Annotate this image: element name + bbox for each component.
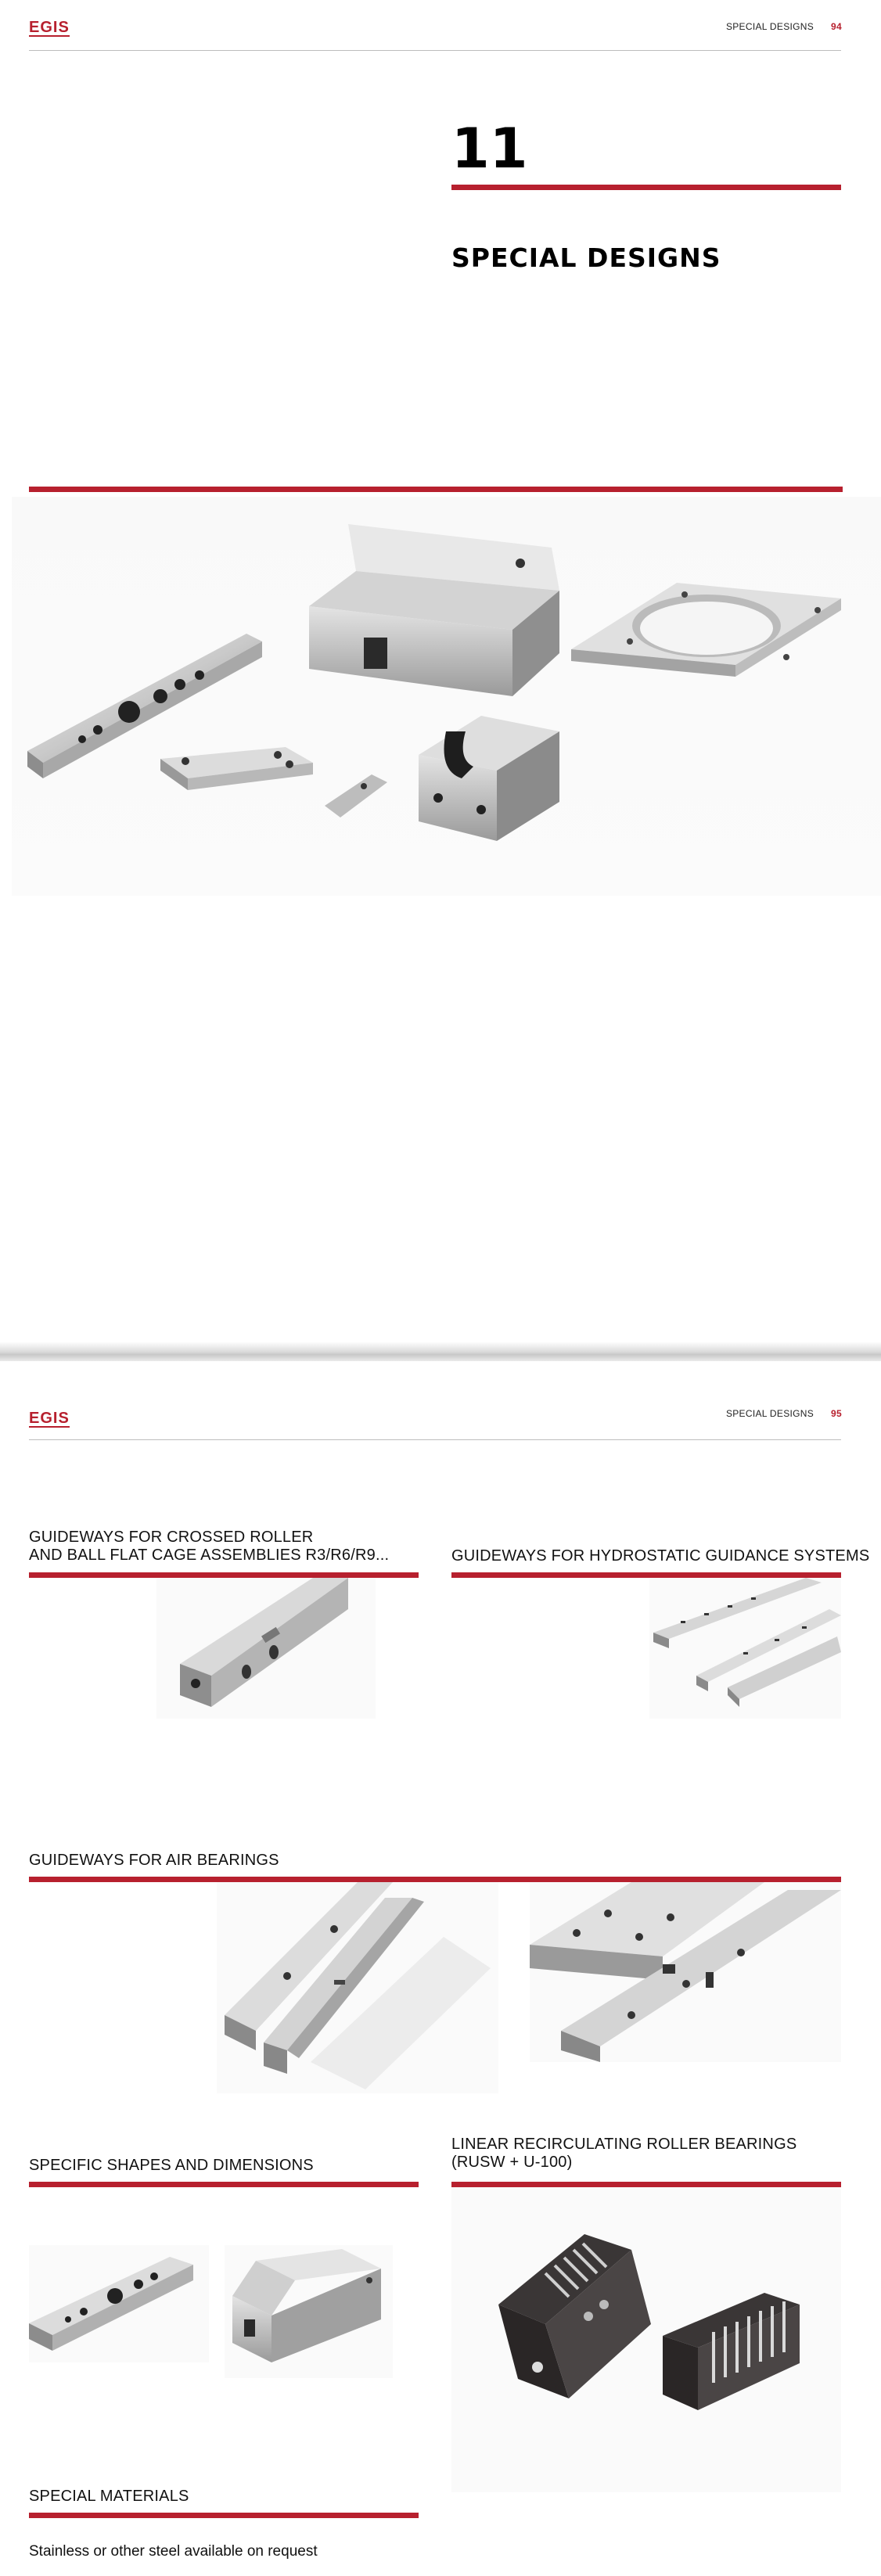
page-95 [0,1361,881,2576]
running-head-label: SPECIAL DESIGNS [725,21,814,32]
hero-rule [29,487,843,492]
section-title-special-materials: SPECIAL MATERIALS [29,2488,189,2505]
section-rule [451,2182,841,2187]
header-rule [29,1439,841,1440]
title-line-1: LINEAR RECIRCULATING ROLLER BEARINGS [451,2136,797,2153]
running-head [726,1408,842,1419]
special-designs-hero-image [12,497,881,896]
chapter-rule [451,185,841,190]
chapter-number: 11 [451,117,528,181]
section-rule [29,2513,419,2518]
section-title-hydrostatic: GUIDEWAYS FOR HYDROSTATIC GUIDANCE SYSTEMS [451,1547,870,1565]
section-rule [29,1877,841,1882]
special-materials-description: Stainless or other steel available on request [29,2543,318,2560]
page-number: 94 [831,21,842,32]
running-head-label: SPECIAL DESIGNS [725,1408,814,1419]
title-line-2: (RUSW + U-100) [451,2154,573,2171]
egis-logo: EGIS [29,19,70,36]
section-title-air-bearings: GUIDEWAYS FOR AIR BEARINGS [29,1852,279,1869]
chapter-title: SPECIAL DESIGNS [451,243,721,273]
egis-logo: EGIS [29,1410,70,1427]
title-line-2: AND BALL FLAT CAGE ASSEMBLIES R3/R6/R9... [29,1547,390,1564]
section-rule [29,2182,419,2187]
title-line-1: GUIDEWAYS FOR CROSSED ROLLER [29,1529,314,1546]
crossed-roller-guideway-image [156,1578,376,1719]
specific-shape-rail-image [29,2245,209,2362]
specific-shape-block-image [225,2245,393,2378]
recirculating-roller-bearing-image [451,2187,841,2492]
header-rule [29,50,841,51]
air-bearing-guideway-image-left [217,1882,498,2093]
section-rule [451,1572,841,1578]
air-bearing-guideway-image-right [530,1882,841,2062]
section-title-recirculating-bearings [451,2136,796,2172]
page-number: 95 [831,1408,842,1419]
hydrostatic-guideway-image [649,1578,841,1719]
section-rule [29,1572,419,1578]
section-title-crossed-roller [29,1529,389,1565]
running-head [726,21,842,32]
section-title-specific-shapes: SPECIFIC SHAPES AND DIMENSIONS [29,2157,314,2174]
